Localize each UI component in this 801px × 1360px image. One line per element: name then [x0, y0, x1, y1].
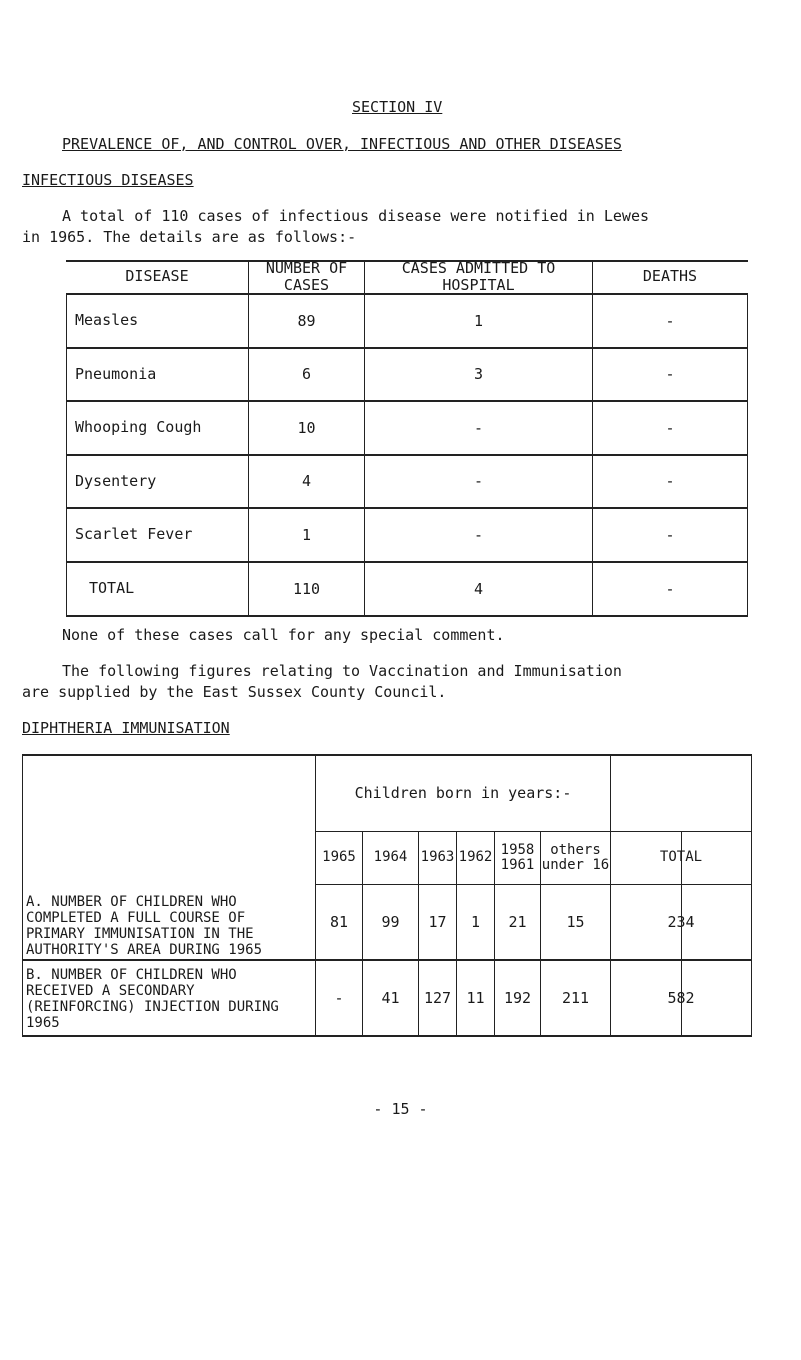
deaths: -	[665, 365, 675, 384]
disease-name: Pneumonia	[75, 364, 157, 383]
number-of-cases: 1	[301, 525, 312, 544]
row-a-value: 15	[566, 913, 585, 932]
total-cases: 110	[292, 579, 321, 598]
header-cases-admitted: CASES ADMITTED TO HOSPITAL	[401, 259, 556, 294]
row-b-value: 211	[561, 988, 590, 1007]
row-b-value: 11	[466, 988, 485, 1007]
number-of-cases: 6	[301, 365, 312, 384]
cases-admitted: 1	[473, 311, 484, 330]
intro-line-2: in 1965. The details are as follows:-	[22, 228, 357, 246]
row-b-total: 582	[667, 988, 695, 1007]
deaths: -	[665, 418, 675, 437]
row-a-value: 17	[428, 913, 447, 932]
supply-line-1: The following figures relating to Vaccination and Immunisation	[62, 662, 622, 680]
year-header-1962: 1962	[458, 849, 493, 866]
diphtheria-heading: DIPHTHERIA IMMUNISATION	[22, 719, 230, 737]
total-deaths: -	[665, 579, 675, 598]
comment-text: None of these cases call for any special comment.	[62, 626, 505, 644]
year-header-1963: 1963	[420, 849, 455, 866]
cases-admitted: -	[473, 418, 484, 437]
row-a-value: 21	[508, 913, 527, 932]
row-b-value: -	[334, 988, 344, 1007]
row-a-label: A. NUMBER OF CHILDREN WHO COMPLETED A FULL COURSE OF PRIMARY IMMUNISATION IN THE AUTHORITY'S AREA DURING 1965	[26, 894, 263, 959]
total-admitted: 4	[473, 579, 484, 598]
disease-name: Scarlet Fever	[75, 525, 193, 544]
children-born-header: Children born in years:-	[354, 784, 572, 803]
section-title: SECTION IV	[352, 98, 443, 116]
row-b-value: 41	[381, 988, 400, 1007]
header-number-of-cases: NUMBER OF CASES	[265, 259, 348, 294]
row-a-value: 1	[470, 913, 481, 932]
year-header-1965: 1965	[322, 849, 356, 866]
year-header-total: TOTAL	[659, 849, 703, 866]
row-a-total: 234	[667, 913, 695, 932]
year-header-1964: 1964	[373, 849, 408, 866]
year-header-1958-1961: 1958 1961	[500, 841, 535, 873]
number-of-cases: 89	[297, 311, 316, 330]
main-heading: PREVALENCE OF, AND CONTROL OVER, INFECTIOUS AND OTHER DISEASES	[62, 135, 622, 153]
row-b-value: 127	[423, 988, 452, 1007]
header-deaths: DEATHS	[642, 267, 698, 286]
deaths: -	[665, 525, 675, 544]
row-b-label: B. NUMBER OF CHILDREN WHO RECEIVED A SECONDARY (REINFORCING) INJECTION DURING 1965	[26, 967, 279, 1032]
total-label: TOTAL	[89, 579, 135, 598]
number-of-cases: 10	[297, 418, 316, 437]
deaths: -	[665, 311, 675, 330]
supply-line-2: are supplied by the East Sussex County Council.	[22, 683, 447, 701]
deaths: -	[665, 472, 675, 491]
cases-admitted: 3	[473, 365, 484, 384]
intro-line-1: A total of 110 cases of infectious disease were notified in Lewes	[62, 207, 649, 225]
row-a-value: 99	[381, 913, 400, 932]
row-b-value: 192	[503, 988, 532, 1007]
disease-name: Measles	[75, 311, 139, 330]
header-disease: DISEASE	[125, 267, 189, 286]
year-header-others-under-16: others under 16	[541, 841, 610, 873]
page-number: - 15 -	[373, 1100, 428, 1118]
disease-name: Dysentery	[75, 471, 157, 490]
cases-admitted: -	[473, 472, 484, 491]
sub-heading: INFECTIOUS DISEASES	[22, 171, 194, 189]
number-of-cases: 4	[301, 472, 312, 491]
disease-name: Whooping Cough	[75, 418, 202, 437]
cases-admitted: -	[473, 525, 484, 544]
row-a-value: 81	[329, 913, 349, 932]
